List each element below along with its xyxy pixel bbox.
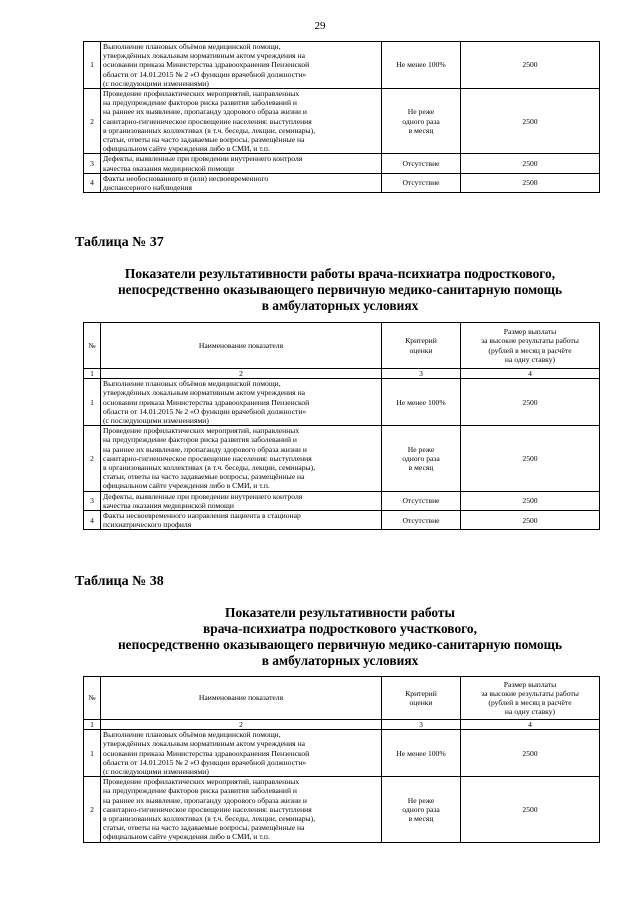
- indicator-name: [101, 491, 382, 510]
- text-line: статьи, ответы на часто задаваемые вопросы, размещённые на: [103, 823, 305, 833]
- text-line: Не реже: [407, 107, 435, 117]
- text-line: в организованных коллективах (в т.ч. беседы, лекции, семинары),: [103, 125, 316, 135]
- text-line: на раннее их выявление, пропаганду здорового образа жизни и: [103, 444, 307, 454]
- row-number: 3: [84, 154, 101, 173]
- text-line: области от 14.01.2015 № 2 «О функции врачебной должности»: [103, 757, 307, 767]
- text-line: (с последующими изменениями): [103, 767, 209, 777]
- text-line: психиатрического профиля: [103, 520, 192, 530]
- table-37-heading: [75, 266, 605, 314]
- evaluation-criterion: [382, 777, 461, 842]
- evaluation-criterion: [382, 379, 461, 426]
- text-line: утверждённых локальным нормативным актом учреждения на: [103, 388, 306, 398]
- text-line: Размер выплаты: [503, 327, 557, 337]
- table-row: [84, 42, 600, 89]
- header-num: №: [84, 323, 101, 369]
- text-line: Показатели результативности работы: [225, 605, 455, 620]
- table-row: [84, 89, 600, 154]
- col-number: 3: [382, 720, 461, 730]
- text-line: статьи, ответы на часто задаваемые вопросы, размещённые на: [103, 135, 305, 145]
- header-criterion: [382, 677, 461, 720]
- evaluation-criterion: [382, 426, 461, 491]
- text-line: врача-психиатра подросткового участкового,: [203, 621, 477, 636]
- text-line: Проведение профилактических мероприятий, направленных: [103, 89, 300, 99]
- text-line: Выполнение плановых объёмов медицинской помощи,: [103, 42, 281, 51]
- table-37: [83, 322, 600, 530]
- text-line: (рублей в месяц в расчёте: [488, 698, 572, 707]
- indicator-name: [101, 154, 382, 173]
- indicator-name: [101, 173, 382, 192]
- text-line: официальном сайте учреждения либо в СМИ, и т.п.: [103, 832, 270, 842]
- text-line: Критерий: [405, 336, 437, 346]
- payment-amount: 2500: [461, 426, 600, 491]
- row-number: 2: [84, 89, 101, 154]
- col-number: 2: [101, 369, 382, 379]
- text-line: санитарно-гигиеническое просвещение населения: выступления: [103, 453, 312, 463]
- text-line: одного раза: [402, 453, 440, 463]
- text-line: за высокие результаты работы: [481, 688, 579, 698]
- payment-amount: 2500: [461, 89, 600, 154]
- row-number: 1: [84, 379, 101, 426]
- column-number-row: [84, 369, 600, 379]
- text-line: Факты несвоевременного направления пациента в стационар: [103, 511, 301, 521]
- text-line: Отсутствие: [402, 515, 440, 525]
- text-line: Показатели результативности работы врача-психиатра подросткового,: [124, 266, 556, 281]
- text-line: (рублей в месяц в расчёте: [488, 345, 572, 355]
- text-line: на предупреждение факторов риска развития заболеваний и: [103, 435, 297, 445]
- text-line: на одну ставку): [504, 354, 556, 364]
- text-line: основании приказа Министерства здравоохранения Пензенской: [103, 60, 310, 70]
- text-line: Не реже: [407, 444, 435, 454]
- evaluation-criterion: [382, 89, 461, 154]
- text-line: в месяц: [408, 463, 434, 473]
- row-number: 4: [84, 511, 101, 530]
- payment-amount: 2500: [461, 511, 600, 530]
- row-number: 1: [84, 42, 101, 89]
- table-row: [84, 154, 600, 173]
- text-line: Размер выплаты: [503, 679, 557, 689]
- row-number: 2: [84, 777, 101, 842]
- col-number: 4: [461, 720, 600, 730]
- text-line: на раннее их выявление, пропаганду здорового образа жизни и: [103, 107, 307, 117]
- table-row: [84, 511, 600, 530]
- text-line: качества оказания медицинской помощи: [103, 163, 234, 173]
- indicator-name: [101, 89, 382, 154]
- text-line: оценки: [409, 698, 433, 707]
- text-line: на раннее их выявление, пропаганду здорового образа жизни и: [103, 795, 307, 805]
- text-line: Не реже: [407, 795, 435, 805]
- payment-amount: 2500: [461, 42, 600, 89]
- text-line: области от 14.01.2015 № 2 «О функции врачебной должности»: [103, 69, 307, 79]
- table-row: [84, 379, 600, 426]
- evaluation-criterion: [382, 491, 461, 510]
- col-number: 3: [382, 369, 461, 379]
- text-line: Не менее 100%: [396, 60, 446, 70]
- table-row: [84, 426, 600, 491]
- header-payment: [461, 323, 600, 369]
- row-number: 1: [84, 730, 101, 777]
- evaluation-criterion: [382, 173, 461, 192]
- text-line: непосредственно оказывающего первичную медико-санитарную помощь: [117, 282, 563, 297]
- text-line: Факты необоснованного и (или) несвоевременного: [103, 173, 269, 183]
- indicator-name: [101, 511, 382, 530]
- text-line: основании приказа Министерства здравоохранения Пензенской: [103, 397, 310, 407]
- text-line: Дефекты, выявленные при проведении внутреннего контроля: [103, 154, 303, 164]
- table-row: [84, 491, 600, 510]
- text-line: на предупреждение факторов риска развития заболеваний и: [103, 786, 297, 796]
- text-line: качества оказания медицинской помощи: [103, 500, 234, 510]
- header-criterion: [382, 323, 461, 369]
- text-line: за высокие результаты работы: [481, 336, 579, 346]
- text-line: (с последующими изменениями): [103, 78, 209, 88]
- row-number: 4: [84, 173, 101, 192]
- evaluation-criterion: [382, 42, 461, 89]
- table-body: [84, 42, 600, 193]
- text-line: Критерий: [405, 688, 437, 698]
- text-line: Отсутствие: [402, 496, 440, 506]
- text-line: на одну ставку): [504, 707, 556, 717]
- text-line: (с последующими изменениями): [103, 416, 209, 426]
- payment-amount: 2500: [461, 491, 600, 510]
- text-line: непосредственно оказывающего первичную медико-санитарную помощь: [117, 637, 563, 652]
- header-payment: [461, 677, 600, 720]
- evaluation-criterion: [382, 511, 461, 530]
- text-line: оценки: [409, 345, 433, 355]
- text-line: официальном сайте учреждения либо в СМИ, и т.п.: [103, 481, 270, 491]
- text-line: в месяц: [408, 814, 434, 824]
- text-line: области от 14.01.2015 № 2 «О функции врачебной должности»: [103, 406, 307, 416]
- col-number: 1: [84, 720, 101, 730]
- text-line: Выполнение плановых объёмов медицинской помощи,: [103, 379, 281, 389]
- payment-amount: 2500: [461, 777, 600, 842]
- header-row: [84, 677, 600, 720]
- payment-amount: 2500: [461, 154, 600, 173]
- text-line: одного раза: [402, 804, 440, 814]
- text-line: Проведение профилактических мероприятий, направленных: [103, 426, 300, 436]
- text-line: Не менее 100%: [396, 397, 446, 407]
- text-line: на предупреждение факторов риска развития заболеваний и: [103, 98, 297, 108]
- text-line: статьи, ответы на часто задаваемые вопросы, размещённые на: [103, 472, 305, 482]
- col-number: 4: [461, 369, 600, 379]
- page-number: 29: [314, 20, 326, 32]
- indicators-table-continued: [83, 41, 600, 193]
- evaluation-criterion: [382, 154, 461, 173]
- text-line: Не менее 100%: [396, 748, 446, 758]
- header-row: [84, 323, 600, 369]
- text-line: в амбулаторных условиях: [261, 653, 419, 668]
- table-row: [84, 173, 600, 192]
- header-name: Наименование показателя: [101, 323, 382, 369]
- text-line: утверждённых локальным нормативным актом учреждения на: [103, 739, 306, 749]
- payment-amount: 2500: [461, 173, 600, 192]
- text-line: в месяц: [408, 125, 434, 135]
- evaluation-criterion: [382, 730, 461, 777]
- table-38: [83, 676, 600, 843]
- text-line: Проведение профилактических мероприятий, направленных: [103, 777, 300, 787]
- text-line: Выполнение плановых объёмов медицинской помощи,: [103, 730, 281, 740]
- header-num: №: [84, 677, 101, 720]
- text-line: в амбулаторных условиях: [261, 298, 419, 313]
- text-line: одного раза: [402, 116, 440, 126]
- text-line: официальном сайте учреждения либо в СМИ, и т.п.: [103, 144, 270, 154]
- table-row: [84, 777, 600, 842]
- text-line: санитарно-гигиеническое просвещение населения: выступления: [103, 116, 312, 126]
- text-line: Отсутствие: [402, 178, 440, 188]
- row-number: 3: [84, 491, 101, 510]
- indicator-name: [101, 379, 382, 426]
- text-line: основании приказа Министерства здравоохранения Пензенской: [103, 748, 310, 758]
- indicator-name: [101, 777, 382, 842]
- payment-amount: 2500: [461, 730, 600, 777]
- table-38-label: Таблица № 38: [75, 574, 164, 589]
- text-line: диспансерного наблюдения: [103, 183, 192, 193]
- payment-amount: 2500: [461, 379, 600, 426]
- table-row: [84, 730, 600, 777]
- indicator-name: [101, 730, 382, 777]
- table-38-heading: [75, 605, 605, 669]
- table-body: [84, 730, 600, 842]
- col-number: 2: [101, 720, 382, 730]
- text-line: санитарно-гигиеническое просвещение населения: выступления: [103, 804, 312, 814]
- text-line: утверждённых локальным нормативным актом учреждения на: [103, 51, 306, 61]
- text-line: в организованных коллективах (в т.ч. беседы, лекции, семинары),: [103, 814, 316, 824]
- row-number: 2: [84, 426, 101, 491]
- indicator-name: [101, 426, 382, 491]
- column-number-row: [84, 720, 600, 730]
- table-37-label: Таблица № 37: [75, 235, 164, 250]
- indicator-name: [101, 42, 382, 89]
- header-name: Наименование показателя: [101, 677, 382, 720]
- text-line: Отсутствие: [402, 159, 440, 169]
- text-line: Дефекты, выявленные при проведении внутреннего контроля: [103, 491, 303, 501]
- text-line: в организованных коллективах (в т.ч. беседы, лекции, семинары),: [103, 463, 316, 473]
- col-number: 1: [84, 369, 101, 379]
- table-body: [84, 379, 600, 530]
